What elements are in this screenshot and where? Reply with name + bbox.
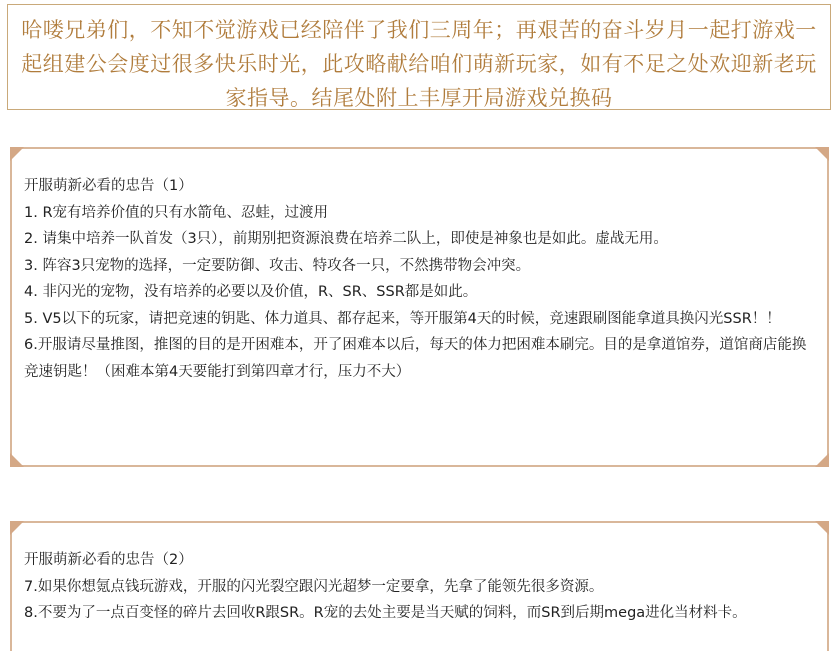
tip-item: 6.开服请尽量推图，推图的目的是开困难本，开了困难本以后，每天的体力把困难本刷完。目的是拿道馆券，道馆商店能换竞速钥匙！（困难本第4天要能打到第四章才行，压力不大） [24,337,807,380]
corner-ornament [815,521,829,535]
tip-item: 7.如果你想氪点钱玩游戏，开服的闪光裂空跟闪光超梦一定要拿，先拿了能领先很多资源。 [24,578,604,595]
corner-ornament [10,521,24,535]
tip-item: 3. 阵容3只宠物的选择，一定要防御、攻击、特攻各一只，不然携带物会冲突。 [24,257,531,274]
tip-item: 2. 请集中培养一队首发（3只），前期别把资源浪费在培养二队上，即使是神象也是如此。虚战无用。 [24,231,668,247]
corner-ornament [815,147,829,161]
tips-card-2 [10,521,829,651]
intro-banner [7,4,831,110]
tip-item: 8.不要为了一点百变怪的碎片去回收R跟SR。R宠的去处主要是当天赋的饲料，而SR到后期mega进化当材料卡。 [24,605,747,621]
tip-item: 1. R宠有培养价值的只有水箭龟、忍蛙，过渡用 [24,204,329,221]
intro-text: 哈喽兄弟们，不知不觉游戏已经陪伴了我们三周年；再艰苦的奋斗岁月一起打游戏一起组建公会度过很多快乐时光，此攻略献给咱们萌新玩家，如有不足之处欢迎新老玩家指导。结尾处附上丰厚开局游戏兑换码 [21,18,817,110]
corner-ornament [10,147,24,161]
tips-card-1 [10,147,829,467]
corner-ornament [815,453,829,467]
tip-item: 4. 非闪光的宠物，没有培养的必要以及价值，R、SR、SSR都是如此。 [24,284,478,300]
card-body [12,523,827,627]
card-body [12,149,827,385]
tip-item: 5. V5以下的玩家，请把竞速的钥匙、体力道具、都存起来，等开服第4天的时候，竞速跟刷图能拿道具换闪光SSR！！ [24,310,781,327]
card-title: 开服萌新必看的忠告（1） [24,178,193,194]
card-title: 开服萌新必看的忠告（2） [24,552,193,568]
corner-ornament [10,453,24,467]
